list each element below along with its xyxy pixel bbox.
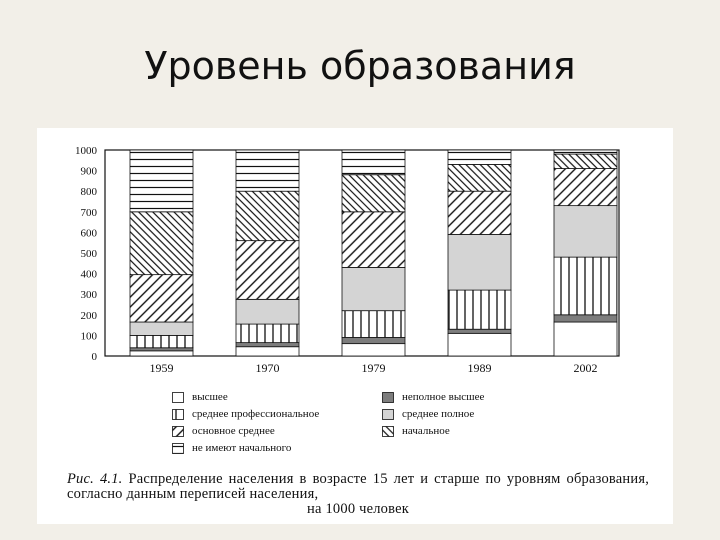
y-tick-label: 300 bbox=[80, 289, 97, 302]
x-tick-label: 2002 bbox=[573, 361, 598, 375]
bar-segment-2002-4 bbox=[554, 169, 617, 206]
legend-item bbox=[382, 424, 450, 438]
legend-item bbox=[172, 424, 275, 438]
legend-label: неполное высшее bbox=[402, 391, 485, 403]
bar-segment-1989-3 bbox=[448, 234, 511, 290]
bar-segment-1970-6 bbox=[236, 150, 299, 191]
bar-segment-1989-2 bbox=[448, 290, 511, 329]
bar-segment-2002-6 bbox=[554, 150, 617, 154]
y-tick-label: 500 bbox=[80, 248, 97, 260]
legend-swatch bbox=[172, 426, 184, 437]
bar-segment-1970-1 bbox=[236, 343, 299, 347]
legend-swatch bbox=[382, 409, 394, 420]
legend-swatch bbox=[382, 392, 394, 403]
caption-last-line: на 1000 человек bbox=[307, 501, 409, 517]
bar-segment-1970-3 bbox=[236, 299, 299, 324]
bar-segment-2002-0 bbox=[554, 322, 617, 356]
bar-segment-1959-0 bbox=[130, 351, 193, 356]
bar-segment-1959-3 bbox=[130, 322, 193, 335]
slide-title: Уровень образования bbox=[144, 44, 576, 88]
legend-item bbox=[172, 390, 228, 404]
y-tick-label: 900 bbox=[80, 165, 97, 178]
x-tick-label: 1979 bbox=[361, 361, 386, 375]
bar-segment-1989-1 bbox=[448, 329, 511, 333]
bar-segment-1989-0 bbox=[448, 333, 511, 356]
bar-segment-1979-4 bbox=[342, 212, 405, 268]
bar-segment-1970-5 bbox=[236, 191, 299, 240]
bar-segment-2002-1 bbox=[554, 315, 617, 322]
legend-swatch bbox=[172, 409, 184, 420]
y-tick-label: 400 bbox=[80, 268, 97, 281]
x-tick-label: 1989 bbox=[467, 361, 492, 375]
legend-swatch bbox=[172, 443, 184, 454]
y-tick-label: 600 bbox=[80, 227, 97, 240]
y-tick-label: 200 bbox=[80, 309, 97, 322]
bar-segment-1959-4 bbox=[130, 275, 193, 322]
legend-label: не имеют начального bbox=[192, 442, 292, 454]
bar-segment-1959-5 bbox=[130, 212, 193, 275]
legend-item bbox=[172, 407, 319, 421]
bar-segment-1979-6 bbox=[342, 150, 405, 175]
legend-label: высшее bbox=[192, 391, 228, 403]
legend-label: среднее профессиональное bbox=[192, 408, 320, 420]
x-tick-label: 1970 bbox=[255, 361, 280, 375]
y-tick-label: 700 bbox=[80, 206, 97, 219]
bar-segment-1989-6 bbox=[448, 150, 511, 164]
bar-segment-1989-4 bbox=[448, 191, 511, 234]
x-tick-label: 1959 bbox=[149, 361, 174, 375]
stacked-bar-chart bbox=[37, 128, 673, 378]
bar-segment-1979-5 bbox=[342, 175, 405, 212]
bar-segment-1959-6 bbox=[130, 150, 193, 212]
legend-swatch bbox=[382, 426, 394, 437]
legend-label: начальное bbox=[402, 425, 450, 437]
figure-caption bbox=[67, 472, 649, 517]
figure bbox=[37, 128, 673, 524]
bar-segment-1979-1 bbox=[342, 337, 405, 343]
y-tick-label: 100 bbox=[80, 330, 97, 343]
legend-item bbox=[382, 407, 474, 421]
bar-segment-1970-4 bbox=[236, 241, 299, 300]
caption-label: Рис. 4.1. bbox=[67, 471, 123, 487]
legend-item bbox=[172, 441, 291, 455]
bar-segment-2002-5 bbox=[554, 154, 617, 168]
bar-segment-1989-5 bbox=[448, 164, 511, 191]
bar-segment-1970-2 bbox=[236, 324, 299, 343]
y-tick-label: 0 bbox=[91, 351, 97, 363]
bar-segment-2002-2 bbox=[554, 257, 617, 315]
legend-label: основное среднее bbox=[192, 425, 275, 437]
y-tick-label: 800 bbox=[80, 186, 97, 199]
bar-segment-1959-1 bbox=[130, 348, 193, 351]
legend-label: среднее полное bbox=[402, 408, 475, 420]
bar-segment-1959-2 bbox=[130, 335, 193, 347]
bar-segment-1979-3 bbox=[342, 267, 405, 310]
y-tick-label: 1000 bbox=[75, 145, 97, 157]
bar-segment-2002-3 bbox=[554, 206, 617, 258]
caption-text: Распределение населения в возрасте 15 лет и старше по уровням образования, согласно данным переписей населения, bbox=[67, 471, 650, 502]
bar-segment-1979-2 bbox=[342, 311, 405, 338]
bar-segment-1970-0 bbox=[236, 347, 299, 356]
legend-swatch bbox=[172, 392, 184, 403]
bar-segment-1979-0 bbox=[342, 344, 405, 356]
legend-item bbox=[382, 390, 484, 404]
